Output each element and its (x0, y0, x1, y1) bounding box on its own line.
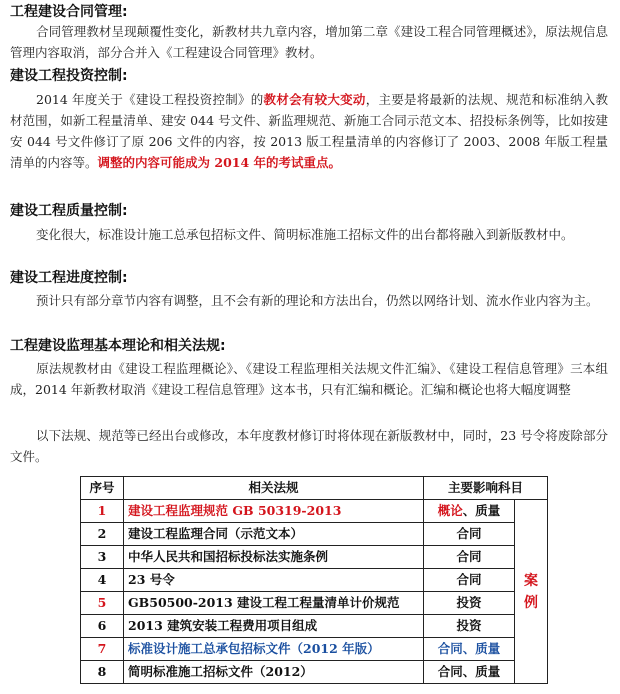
row-subject: 合同 (424, 546, 515, 569)
table-row (81, 500, 548, 523)
row-law: 标准设计施工总承包招标文件（2012 年版） (124, 638, 424, 661)
paragraph-text: ，主要是将最新的法规、规范和标准纳入教材范围，如新工程量清单、建安 044 号文件、新监理规范、新施工合同示范文本、招投标条例等，比如按建安 044 号文件修订了原 206 文件的内容，按 2013 版工程量清单的内容修订了 2003、2008 年版工程量清单的内容等。 (10, 92, 608, 170)
row-subject: 投资 (424, 592, 515, 615)
row-law: 2013 建筑安装工程费用项目组成 (124, 615, 424, 638)
case-study-label (515, 500, 548, 684)
heading-contract-management: 工程建设合同管理: (10, 4, 128, 20)
row-subject: 合同 (424, 523, 515, 546)
paragraph-theory-regulations (10, 358, 608, 400)
row-law: 建设工程监理规范 GB 50319-2013 (124, 500, 424, 523)
paragraph-contract-management (10, 21, 608, 63)
row-num: 4 (81, 569, 124, 592)
row-subject (424, 500, 515, 523)
regulations-table (80, 476, 548, 684)
row-law: GB50500-2013 建设工程工程量清单计价规范 (124, 592, 424, 615)
table-row (81, 615, 548, 638)
row-subject: 合同 (424, 569, 515, 592)
header-num: 序号 (81, 477, 124, 500)
row-num: 7 (81, 638, 124, 661)
row-num: 5 (81, 592, 124, 615)
emphasis-text: 教材会有较大变动 (263, 92, 366, 107)
heading-quality-control: 建设工程质量控制: (10, 203, 128, 219)
paragraph-text: 以下法规、规范等已经出台或修改，本年度教材修订时将体现在新版教材中，同时，23 号令将废除部分文件。 (10, 428, 608, 464)
table-row (81, 523, 548, 546)
row-law: 23 号令 (124, 569, 424, 592)
row-num: 6 (81, 615, 124, 638)
table-row (81, 546, 548, 569)
paragraph-investment-control (10, 89, 608, 173)
row-law: 简明标准施工招标文件（2012） (124, 661, 424, 684)
subject-highlight: 概论 (437, 503, 463, 518)
paragraph-regulations-update (10, 425, 608, 467)
row-num: 1 (81, 500, 124, 523)
header-law: 相关法规 (124, 477, 424, 500)
paragraph-schedule-control (10, 290, 608, 311)
table-row (81, 661, 548, 684)
table-row (81, 569, 548, 592)
header-subject: 主要影响科目 (424, 477, 548, 500)
paragraph-text: 变化很大，标准设计施工总承包招标文件、简明标准施工招标文件的出台都将融入到新版教材中。 (36, 227, 574, 242)
row-law: 中华人民共和国招标投标法实施条例 (124, 546, 424, 569)
row-num: 2 (81, 523, 124, 546)
heading-schedule-control: 建设工程进度控制: (10, 270, 128, 286)
table-row (81, 592, 548, 615)
heading-investment-control: 建设工程投资控制: (10, 68, 128, 84)
paragraph-quality-control (10, 224, 608, 245)
subject-text: 、质量 (462, 503, 501, 518)
row-num: 3 (81, 546, 124, 569)
row-law: 建设工程监理合同（示范文本） (124, 523, 424, 546)
row-subject: 合同、质量 (424, 661, 515, 684)
case-label-text: 案例 (524, 572, 538, 611)
paragraph-text: 合同管理教材呈现颠覆性变化，新教材共九章内容，增加第二章《建设工程合同管理概述》，原法规信息管理内容取消，部分合并入《工程建设合同管理》教材。 (10, 24, 608, 60)
row-subject: 合同、质量 (424, 638, 515, 661)
row-num: 8 (81, 661, 124, 684)
paragraph-text: 2014 年度关于《建设工程投资控制》的 (36, 92, 264, 107)
table-header-row (81, 477, 548, 500)
paragraph-text: 原法规教材由《建设工程监理概论》、《建设工程监理相关法规文件汇编》、《建设工程信息管理》三本组成，2014 年新教材取消《建设工程信息管理》这本书，只有汇编和概论。汇编和概论也将大幅度调整 (10, 361, 608, 397)
row-subject: 投资 (424, 615, 515, 638)
table-row (81, 638, 548, 661)
emphasis-text: 调整的内容可能成为 2014 年的考试重点。 (97, 155, 342, 170)
paragraph-text: 预计只有部分章节内容有调整，且不会有新的理论和方法出台，仍然以网络计划、流水作业内容为主。 (36, 293, 599, 308)
heading-theory-regulations: 工程建设监理基本理论和相关法规: (10, 338, 226, 354)
